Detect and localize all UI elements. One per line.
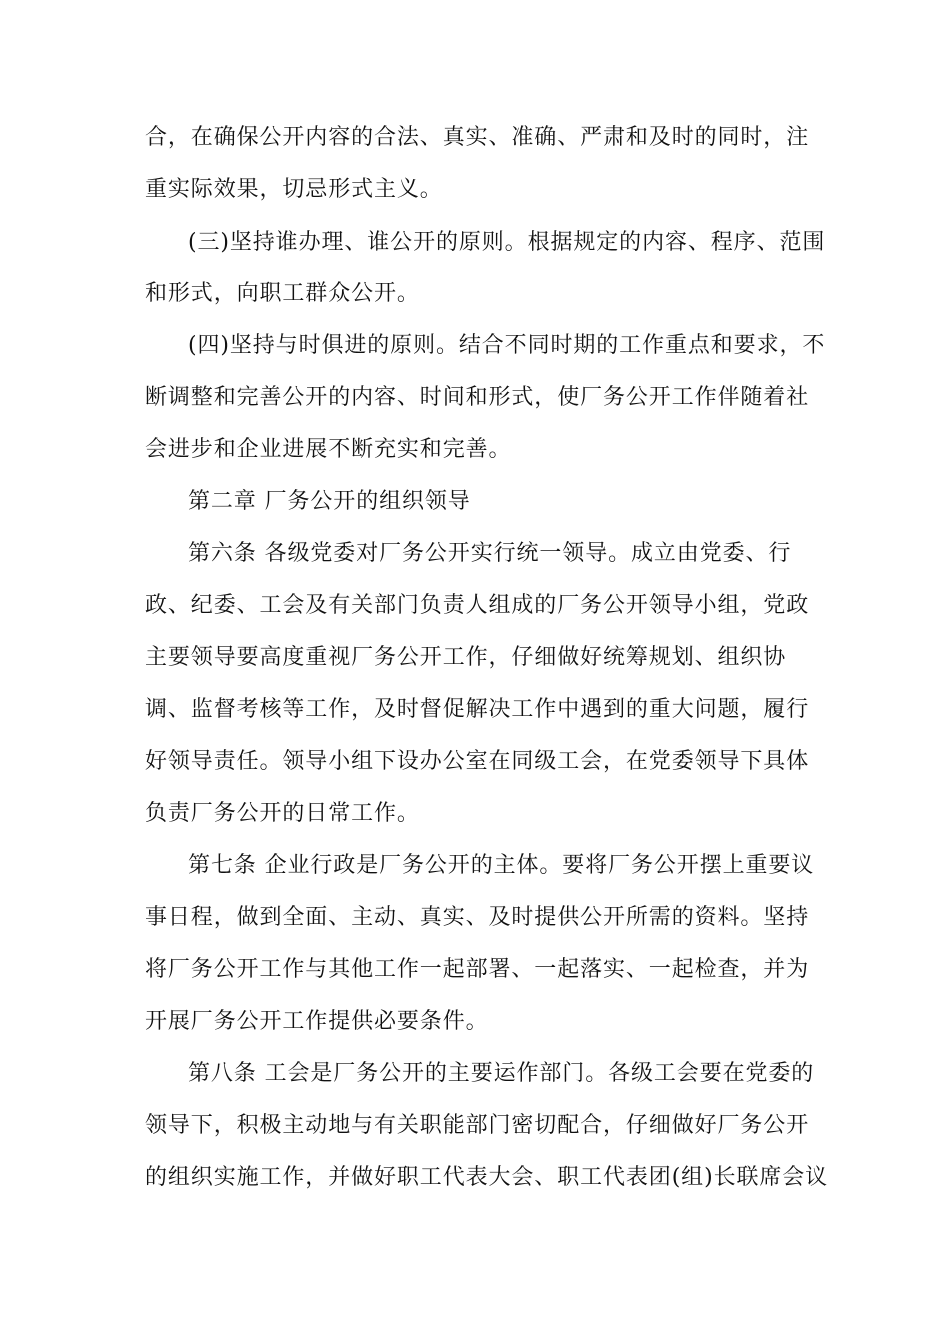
paragraph-start-line: 第七条 企业行政是厂务公开的主体。要将厂务公开摆上重要议 — [188, 853, 815, 878]
text-line: 和形式，向职工群众公开。 — [145, 281, 420, 306]
paragraph-start-line: (三)坚持谁办理、谁公开的原则。根据规定的内容、程序、范围 — [188, 230, 826, 255]
text-line: 调、监督考核等工作，及时督促解决工作中遇到的重大问题，履行 — [145, 697, 810, 722]
text-line: 的组织实施工作，并做好职工代表大会、职工代表团(组)长联席会议 — [145, 1165, 829, 1190]
text-line: 主要领导要高度重视厂务公开工作，仔细做好统筹规划、组织协 — [145, 645, 787, 670]
paragraph-start-line: 第六条 各级党委对厂务公开实行统一领导。成立由党委、行 — [188, 541, 792, 566]
text-line: 合，在确保公开内容的合法、真实、准确、严肃和及时的同时，注 — [145, 125, 810, 150]
text-line: 好领导责任。领导小组下设办公室在同级工会，在党委领导下具体 — [145, 749, 810, 774]
text-line: 政、纪委、工会及有关部门负责人组成的厂务公开领导小组，党政 — [145, 593, 810, 618]
text-line: 负责厂务公开的日常工作。 — [145, 801, 420, 826]
text-line: 事日程，做到全面、主动、真实、及时提供公开所需的资料。坚持 — [145, 905, 810, 930]
text-line: 领导下，积极主动地与有关职能部门密切配合，仔细做好厂务公开 — [145, 1113, 810, 1138]
text-line: 会进步和企业进展不断充实和完善。 — [145, 437, 512, 462]
paragraph-start-line: 第八条 工会是厂务公开的主要运作部门。各级工会要在党委的 — [188, 1061, 815, 1086]
text-line: 开展厂务公开工作提供必要条件。 — [145, 1009, 489, 1034]
text-line: 重实际效果，切忌形式主义。 — [145, 177, 443, 202]
text-line: 将厂务公开工作与其他工作一起部署、一起落实、一起检查，并为 — [145, 957, 810, 982]
paragraph-start-line: (四)坚持与时俱进的原则。结合不同时期的工作重点和要求，不 — [188, 333, 826, 358]
text-line: 断调整和完善公开的内容、时间和形式，使厂务公开工作伴随着社 — [145, 385, 810, 410]
chapter-heading: 第二章 厂务公开的组织领导 — [188, 489, 471, 514]
